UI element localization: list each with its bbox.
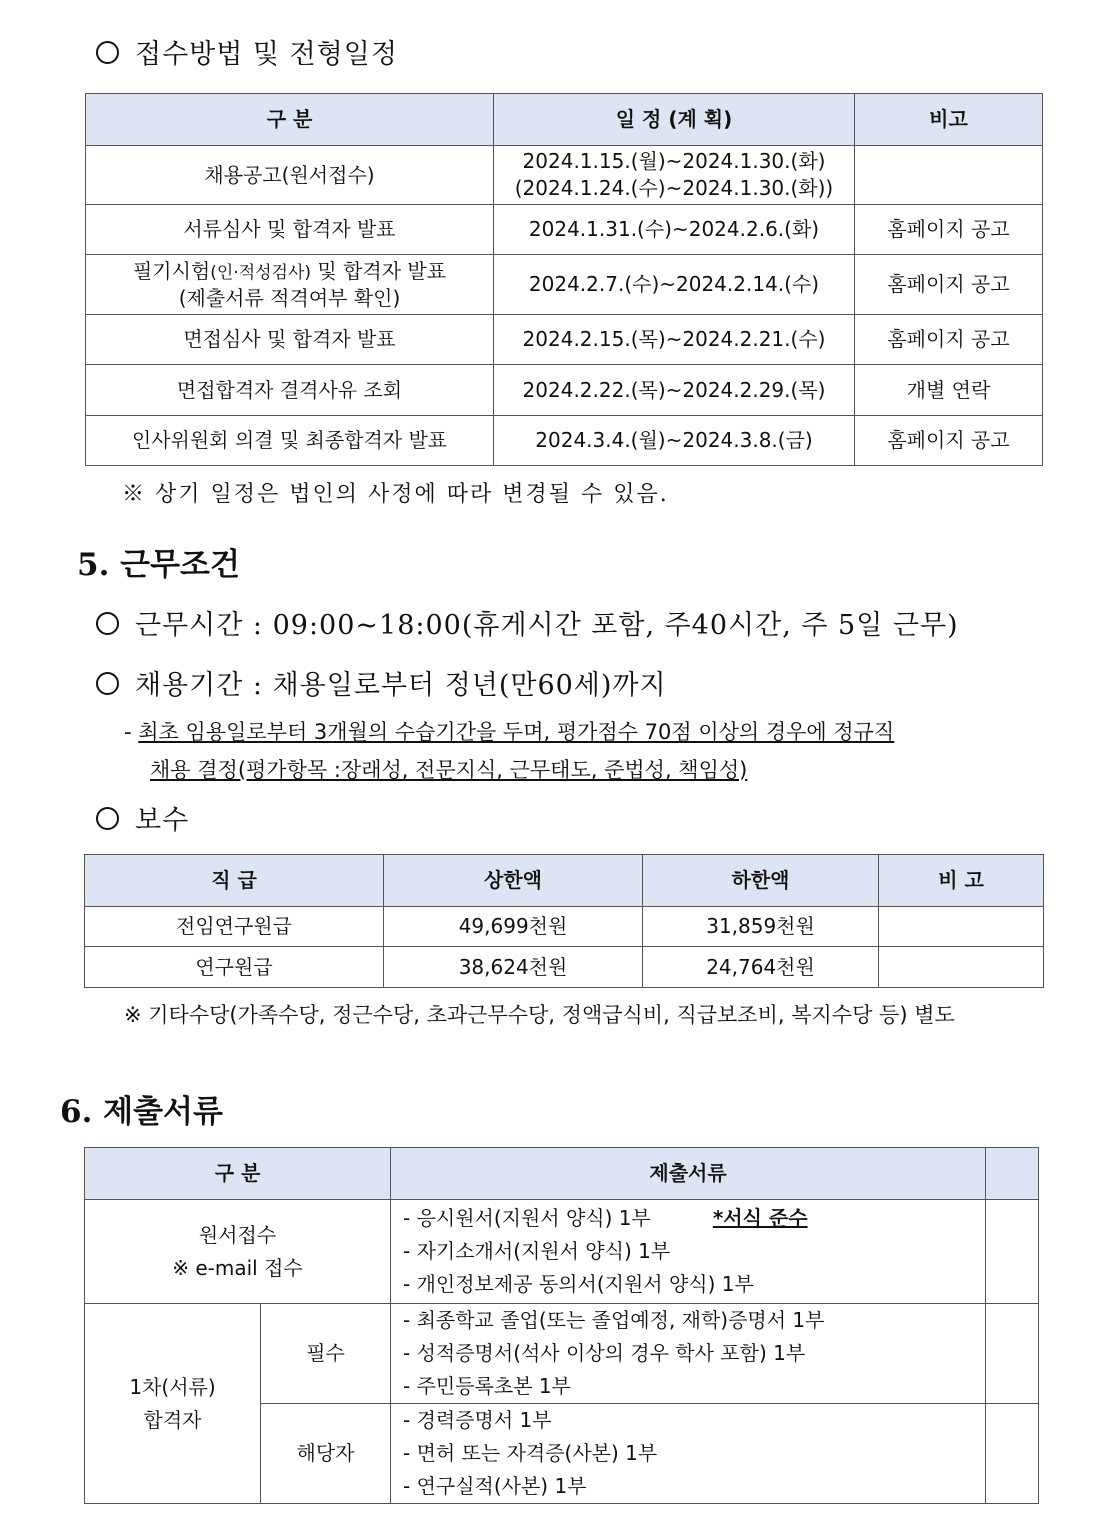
- schedule-table: [85, 93, 1043, 466]
- first-pass-label: 1차(서류) 합격자: [85, 1304, 261, 1504]
- schedule-item: 필기시험(인·적성검사) 및 합격자 발표 (제출서류 적격여부 확인): [86, 255, 494, 315]
- work-hours-line: 근무시간 : 09:00~18:00(휴게시간 포함, 주40시간, 주 5일 근무): [96, 603, 959, 642]
- pay-grade: 연구원급: [85, 947, 384, 988]
- section-5-title: 5. 근무조건: [77, 547, 240, 583]
- section-6-title: 6. 제출서류: [60, 1094, 223, 1130]
- circle-bullet-icon: [96, 672, 119, 695]
- docs-header-extra: [986, 1148, 1039, 1200]
- circle-bullet-icon: [96, 807, 119, 830]
- schedule-date: 2024.2.15.(목)~2024.2.21.(수): [494, 315, 855, 365]
- table-row: [86, 315, 1043, 365]
- documents-table: [84, 1147, 1039, 1504]
- schedule-header-category: 구 분: [86, 94, 494, 146]
- circle-bullet-icon: [96, 612, 119, 635]
- schedule-item: 면접심사 및 합격자 발표: [86, 315, 494, 365]
- required-docs: [391, 1304, 986, 1404]
- pay-header-grade: 직 급: [85, 855, 384, 907]
- schedule-item: 인사위원회 의결 및 최종합격자 발표: [86, 416, 494, 466]
- table-row: [86, 416, 1043, 466]
- schedule-item: 면접합격자 결격사유 조회: [86, 365, 494, 416]
- schedule-note: 홈페이지 공고: [855, 315, 1043, 365]
- docs-header-category: 구 분: [85, 1148, 391, 1200]
- schedule-date: 2024.2.22.(목)~2024.2.29.(목): [494, 365, 855, 416]
- pay-header-max: 상한액: [384, 855, 643, 907]
- schedule-item: 채용공고(원서접수): [86, 146, 494, 205]
- schedule-note: 홈페이지 공고: [855, 205, 1043, 255]
- list-item: - 주민등록초본 1부: [403, 1374, 571, 1398]
- circle-bullet-icon: [96, 41, 119, 64]
- schedule-footnote: ※ 상기 일정은 법인의 사정에 따라 변경될 수 있음.: [122, 482, 669, 507]
- docs-header-documents: 제출서류: [391, 1148, 986, 1200]
- applicable-label: 해당자: [261, 1404, 391, 1504]
- pay-max: 38,624천원: [384, 947, 643, 988]
- probation-line-2: 채용 결정(평가항목 :장래성, 전문지식, 근무태도, 준법성, 책임성): [150, 758, 748, 782]
- list-item: - 성적증명서(석사 이상의 경우 학사 포함) 1부: [403, 1341, 806, 1365]
- table-row: [86, 146, 1043, 205]
- pay-heading: 보수: [96, 798, 189, 837]
- list-item: - 자기소개서(지원서 양식) 1부: [403, 1239, 671, 1263]
- list-item: - 응시원서(지원서 양식) 1부 *서식 준수: [403, 1206, 808, 1230]
- pay-table: [84, 854, 1044, 988]
- employment-period-line: 채용기간 : 채용일로부터 정년(만60세)까지: [96, 663, 667, 702]
- schedule-date: 2024.1.15.(월)~2024.1.30.(화) (2024.1.24.(수)~2024.1.30.(화)): [494, 146, 855, 205]
- schedule-note: 홈페이지 공고: [855, 416, 1043, 466]
- section-4-heading: 접수방법 및 전형일정: [96, 32, 398, 71]
- pay-note: [879, 947, 1044, 988]
- applicable-docs: [391, 1404, 986, 1504]
- schedule-date: 2024.2.7.(수)~2024.2.14.(수): [494, 255, 855, 315]
- list-item: - 연구실적(사본) 1부: [403, 1474, 587, 1498]
- probation-line-1: - 최초 임용일로부터 3개월의 수습기간을 두며, 평가점수 70점 이상의 경우에 정규직: [124, 720, 895, 744]
- pay-footnote: ※ 기타수당(가족수당, 정근수당, 초과근무수당, 정액급식비, 직급보조비, 복지수당 등) 별도: [124, 1003, 955, 1027]
- schedule-header-date: 일 정 (계 획): [494, 94, 855, 146]
- pay-min: 31,859천원: [643, 907, 879, 947]
- list-item: - 최종학교 졸업(또는 졸업예정, 재학)증명서 1부: [403, 1308, 825, 1332]
- pay-header-min: 하한액: [643, 855, 879, 907]
- pay-max: 49,699천원: [384, 907, 643, 947]
- pay-header-note: 비 고: [879, 855, 1044, 907]
- application-label: 원서접수 ※ e-mail 접수: [85, 1200, 391, 1304]
- table-row: [85, 1200, 1039, 1304]
- table-row: [86, 255, 1043, 315]
- table-row: [85, 1304, 1039, 1404]
- schedule-date: 2024.1.31.(수)~2024.2.6.(화): [494, 205, 855, 255]
- table-row: [85, 947, 1044, 988]
- pay-grade: 전임연구원급: [85, 907, 384, 947]
- application-docs: [391, 1200, 986, 1304]
- table-row: [86, 205, 1043, 255]
- schedule-note: 홈페이지 공고: [855, 255, 1043, 315]
- table-row: [85, 907, 1044, 947]
- schedule-header-note: 비고: [855, 94, 1043, 146]
- format-note: *서식 준수: [712, 1206, 808, 1230]
- schedule-item: 서류심사 및 합격자 발표: [86, 205, 494, 255]
- list-item: - 개인정보제공 동의서(지원서 양식) 1부: [403, 1272, 754, 1296]
- required-label: 필수: [261, 1304, 391, 1404]
- schedule-date: 2024.3.4.(월)~2024.3.8.(금): [494, 416, 855, 466]
- schedule-note: [855, 146, 1043, 205]
- list-item: - 경력증명서 1부: [403, 1408, 552, 1432]
- pay-min: 24,764천원: [643, 947, 879, 988]
- pay-note: [879, 907, 1044, 947]
- schedule-note: 개별 연락: [855, 365, 1043, 416]
- list-item: - 면허 또는 자격증(사본) 1부: [403, 1441, 658, 1465]
- table-row: [86, 365, 1043, 416]
